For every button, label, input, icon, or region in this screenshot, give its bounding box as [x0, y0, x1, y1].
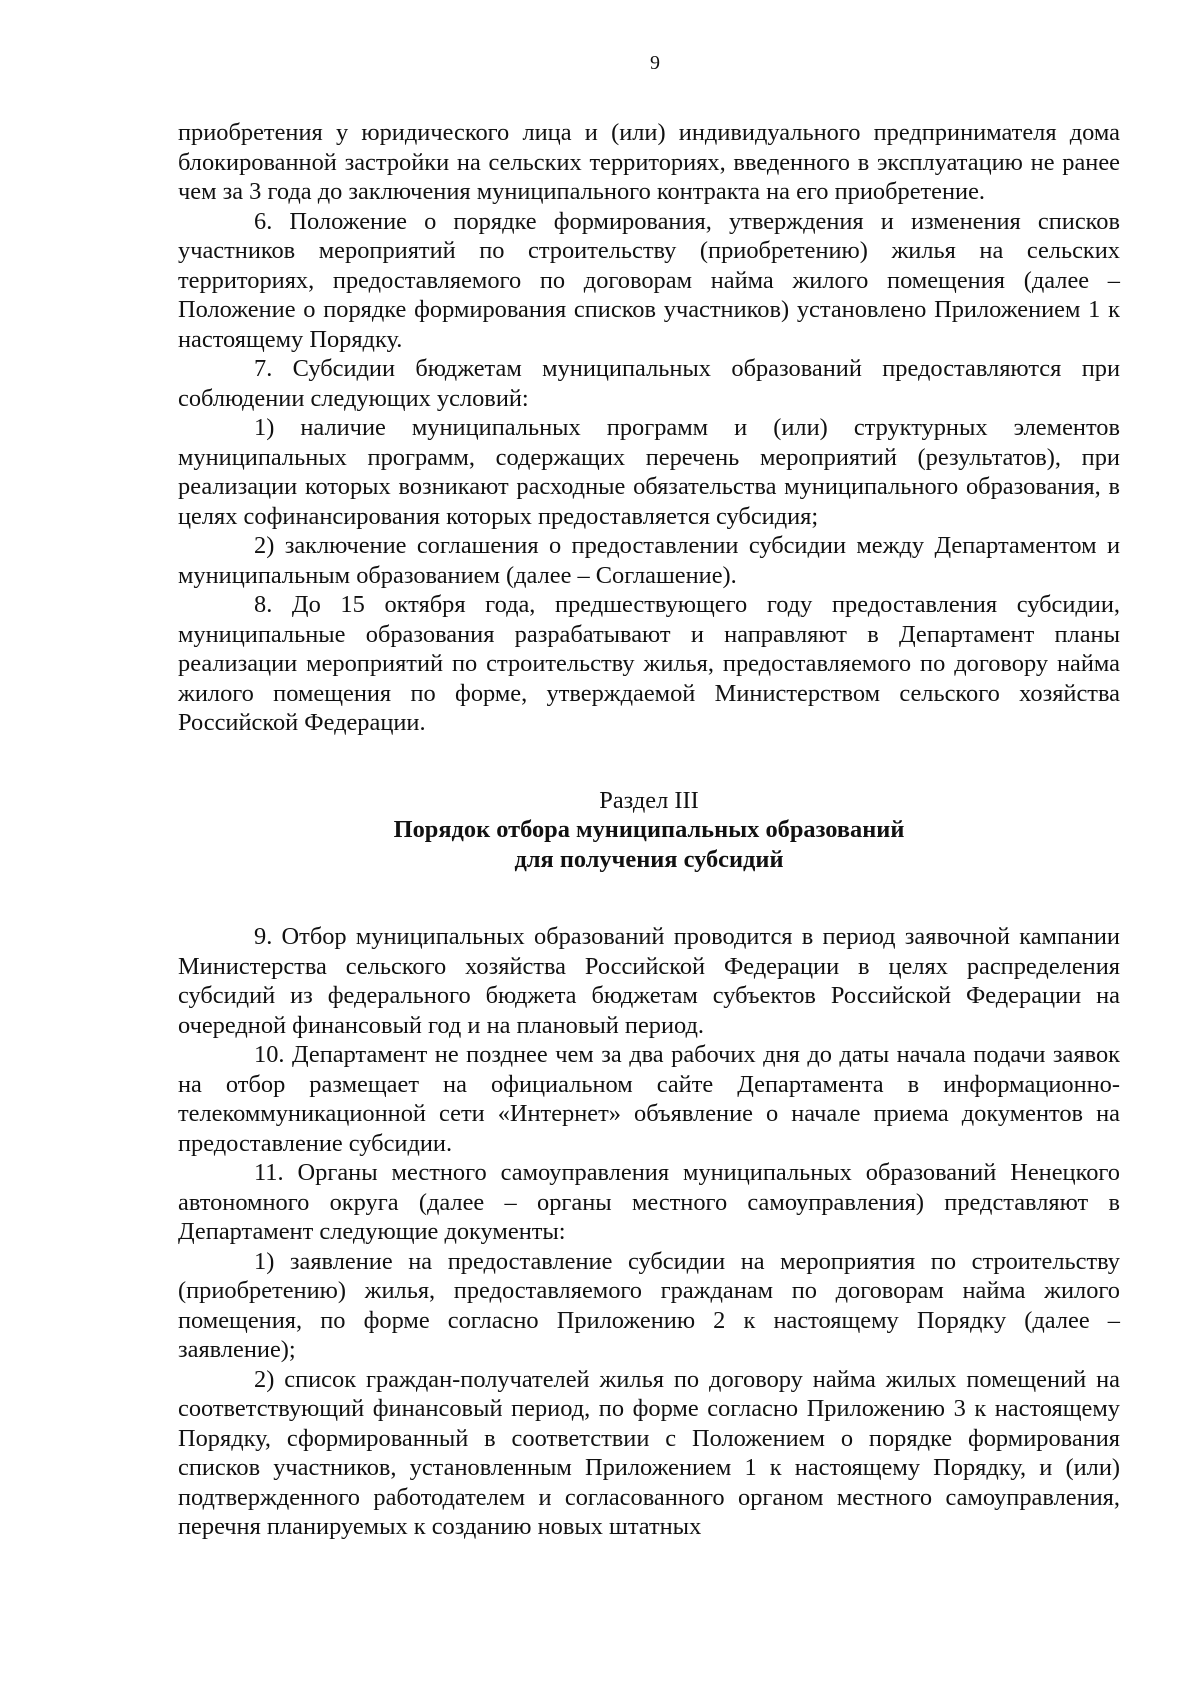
paragraph: приобретения у юридического лица и (или) индивидуального предпринимателя дома блокированной застройки на сельских территориях, введенного в эксплуатацию не ранее чем за 3 года до заключения муниципального контракта на его приобретение. [178, 119, 1120, 205]
section-title-line-1: Порядок отбора муниципальных образований [393, 816, 905, 843]
paragraph: 1) заявление на предоставление субсидии на мероприятия по строительству (приобретению) жилья, предоставляемого гражданам по договорам найма жилого помещения, по форме согласно Приложению 2 к настоящему Порядку (далее – заявление); [178, 1247, 1120, 1363]
paragraph: 7. Субсидии бюджетам муниципальных образований предоставляются при соблюдении следующих условий: [178, 355, 1120, 412]
paragraph: 2) заключение соглашения о предоставлении субсидии между Департаментом и муниципальным образованием (далее – Соглашение). [178, 532, 1120, 589]
paragraph: 6. Положение о порядке формирования, утверждения и изменения списков участников мероприятий по строительству (приобретению) жилья на сельских территориях, предоставляемого по договорам найма жилого помещения (далее – Положение о порядке формирования списков участников) установлено Приложением 1 к настоящему Порядку. [178, 207, 1120, 353]
section-label: Раздел III [599, 786, 699, 814]
paragraph: 8. До 15 октября года, предшествующего году предоставления субсидии, муниципальные образования разрабатывают и направляют в Департамент планы реализации мероприятий по строительству жилья, предоставляемого по договору найма жилого помещения по форме, утверждаемой Министерством сельского хозяйства Российской Федерации. [178, 591, 1120, 736]
section-title-line-2: для получения субсидий [514, 845, 784, 873]
page-number: 9 [650, 52, 660, 74]
section-heading [178, 786, 1120, 875]
paragraph: 11. Органы местного самоуправления муниципальных образований Ненецкого автономного округа (далее – органы местного самоуправления) представляют в Департамент следующие документы: [178, 1159, 1120, 1245]
paragraph: 9. Отбор муниципальных образований проводится в период заявочной кампании Министерства сельского хозяйства Российской Федерации в целях распределения субсидий из федерального бюджета бюджетам субъектов Российской Федерации на очередной финансовый год и на плановый период. [178, 923, 1120, 1039]
paragraph: 2) список граждан-получателей жилья по договору найма жилых помещений на соответствующий финансовый период, по форме согласно Приложению 3 к настоящему Порядку, сформированный в соответствии с Положением о порядке формирования списков участников, установленным Приложением 1 к настоящему Порядку, и (или) подтвержденного работодателем и согласованного органом местного самоуправления, перечня планируемых к созданию новых штатных [178, 1365, 1120, 1540]
paragraph: 10. Департамент не позднее чем за два рабочих дня до даты начала подачи заявок на отбор размещает на официальном сайте Департамента в информационно-телекоммуникационной сети «Интернет» объявление о начале приема документов на предоставление субсидии. [178, 1041, 1120, 1157]
document-page [178, 52, 1120, 1542]
paragraphs-after [178, 922, 1120, 1542]
paragraph: 1) наличие муниципальных программ и (или) структурных элементов муниципальных программ, содержащих перечень мероприятий (результатов), при реализации которых возникают расходные обязательства муниципального образования, в целях софинансирования которых предоставляется субсидия; [178, 414, 1120, 530]
paragraphs-before [178, 118, 1120, 738]
